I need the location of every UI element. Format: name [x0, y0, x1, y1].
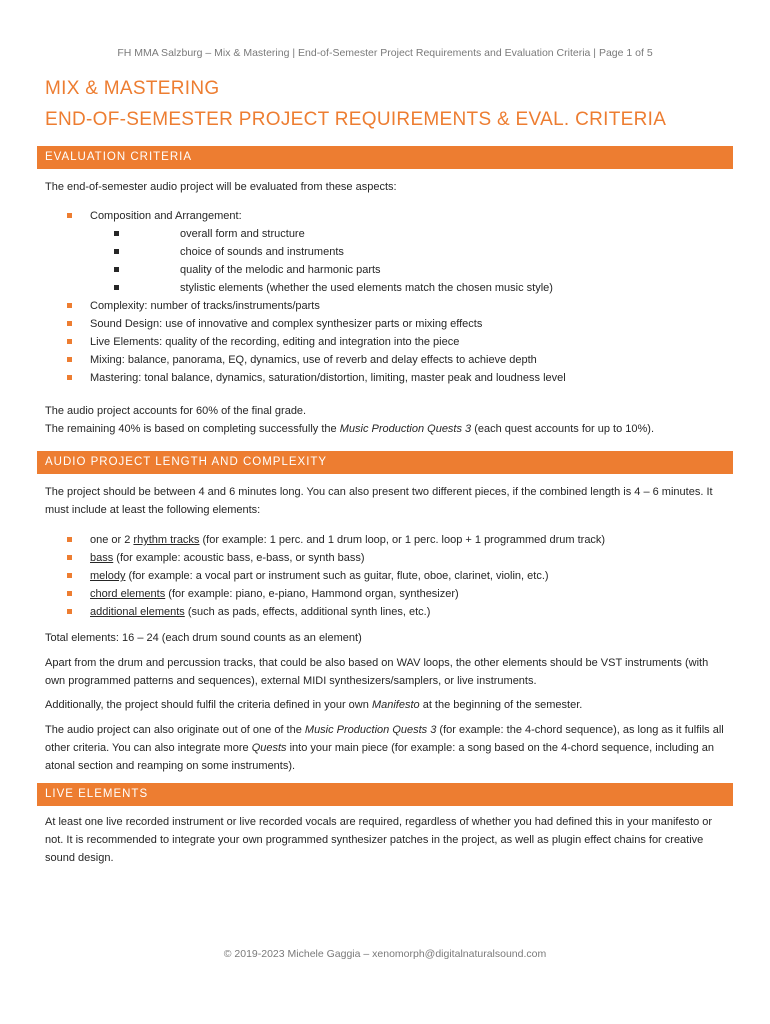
element-post: (such as pads, effects, additional synth lines, etc.): [184, 606, 431, 618]
list-item: [45, 351, 725, 369]
list-item: [90, 279, 725, 297]
grade-line: The audio project accounts for 60% of the final grade.: [45, 405, 307, 417]
apart-text: Apart from the drum and percussion tracks, that could be also based on WAV loops, the other elements should be VST instruments (with own programmed patterns and sequences), external MIDI synthesizers/samplers, or live instruments.: [45, 657, 709, 687]
page-footer: © 2019-2023 Michele Gaggia – xenomorph@digitalnaturalsound.com: [223, 948, 547, 960]
sub-item-text: choice of sounds and instruments: [180, 246, 344, 258]
composition-label: Composition and Arrangement:: [90, 210, 242, 222]
section-heading-live: LIVE ELEMENTS: [37, 783, 733, 806]
composition-sublist: [90, 225, 725, 297]
list-item: [45, 207, 725, 297]
quest-title: Music Production Quests 3: [304, 724, 437, 736]
apart-paragraph: [45, 654, 725, 690]
sub-item-text: overall form and structure: [180, 228, 305, 240]
document-title-line-1: MIX & MASTERING: [45, 78, 220, 99]
list-item: [90, 225, 725, 243]
total-elements: [45, 629, 725, 647]
list-item: [45, 315, 725, 333]
evaluation-list-block: [45, 207, 725, 387]
quests-term: Quests: [251, 742, 287, 754]
list-item: [45, 585, 725, 603]
list-item: [90, 261, 725, 279]
total-elements-text: Total elements: 16 – 24 (each drum sound counts as an element): [45, 632, 362, 644]
manifesto-text: [45, 696, 725, 714]
manifesto-pre: Additionally, the project should fulfil the criteria defined in your own: [45, 699, 372, 711]
section-heading-length: AUDIO PROJECT LENGTH AND COMPLEXITY: [37, 451, 733, 474]
item-text: Sound Design: use of innovative and complex synthesizer parts or mixing effects: [90, 318, 483, 330]
list-item: [45, 567, 725, 585]
live-text: At least one live recorded instrument or live recorded vocals are required, regardless of whether you had defined this in your manifesto or not. It is recommended to integrate your own programmed synthesizer patches in the project, as well as plugin effect chains for creative sound design.: [45, 816, 713, 864]
running-header: FH MMA Salzburg – Mix & Mastering | End-of-Semester Project Requirements and Evaluation Criteria | Page 1 of 5: [117, 47, 653, 59]
required-elements-list: [45, 531, 725, 621]
element-term: bass: [90, 552, 114, 564]
list-item: [45, 549, 725, 567]
item-text: Mixing: balance, panorama, EQ, dynamics, use of reverb and delay effects to achieve depth: [90, 354, 537, 366]
manifesto-post: at the beginning of the semester.: [419, 699, 583, 711]
length-intro-text: The project should be between 4 and 6 minutes long. You can also present two different pieces, if the combined length is 4 – 6 minutes. It must include at least the following elements:: [45, 486, 713, 516]
element-term: chord elements: [90, 588, 166, 600]
quests-b: (for example: the 4-chord sequence), as long as it fulfils all other criteria. You can also integrate more: [45, 724, 724, 754]
live-paragraph: [45, 813, 725, 867]
element-term: additional elements: [90, 606, 185, 618]
item-text: Mastering: tonal balance, dynamics, saturation/distortion, limiting, master peak and loudness level: [90, 372, 566, 384]
remaining-line: [45, 420, 725, 438]
list-item: [45, 297, 725, 315]
element-post: (for example: 1 perc. and 1 drum loop, or 1 perc. loop + 1 programmed drum track): [199, 534, 606, 546]
element-post: (for example: a vocal part or instrument such as guitar, flute, oboe, clarinet, violin, etc.): [125, 570, 549, 582]
quests-c: into your main piece (for example: a song based on the 4-chord sequence, including an atonal section and reamping on some instruments).: [45, 742, 714, 772]
element-post: (for example: piano, e-piano, Hammond organ, synthesizer): [165, 588, 459, 600]
sub-item-text: stylistic elements (whether the used elements match the chosen music style): [180, 282, 553, 294]
document-title-line-2: END-OF-SEMESTER PROJECT REQUIREMENTS & EVAL. CRITERIA: [45, 109, 667, 130]
manifesto-paragraph: [45, 696, 725, 714]
evaluation-intro: [45, 178, 725, 196]
quests-paragraph: [45, 721, 725, 775]
list-item: [45, 531, 725, 549]
element-post: (for example: acoustic bass, e-bass, or synth bass): [113, 552, 365, 564]
quests-a: The audio project can also originate out of one of the: [45, 724, 305, 736]
evaluation-intro-text: The end-of-semester audio project will be evaluated from these aspects:: [45, 181, 397, 193]
item-text: Live Elements: quality of the recording, editing and integration into the piece: [90, 336, 460, 348]
length-intro: [45, 483, 725, 519]
element-pre: one or 2: [90, 534, 134, 546]
list-item: [45, 603, 725, 621]
evaluation-criteria-list: [45, 207, 725, 387]
remaining-pre: The remaining 40% is based on completing successfully the: [45, 423, 340, 435]
quest-title: Music Production Quests 3: [339, 423, 472, 435]
list-item: [90, 243, 725, 261]
element-term: melody: [90, 570, 126, 582]
sub-item-text: quality of the melodic and harmonic parts: [180, 264, 381, 276]
elements-list-block: [45, 531, 725, 621]
list-item: [45, 369, 725, 387]
element-term: rhythm tracks: [133, 534, 200, 546]
remaining-post: (each quest accounts for up to 10%).: [471, 423, 654, 435]
grade-paragraph: [45, 402, 725, 438]
manifesto-term: Manifesto: [371, 699, 420, 711]
quests-text: [45, 721, 725, 775]
item-text: Complexity: number of tracks/instruments/parts: [90, 300, 320, 312]
list-item: [45, 333, 725, 351]
section-heading-evaluation: EVALUATION CRITERIA: [37, 146, 733, 169]
